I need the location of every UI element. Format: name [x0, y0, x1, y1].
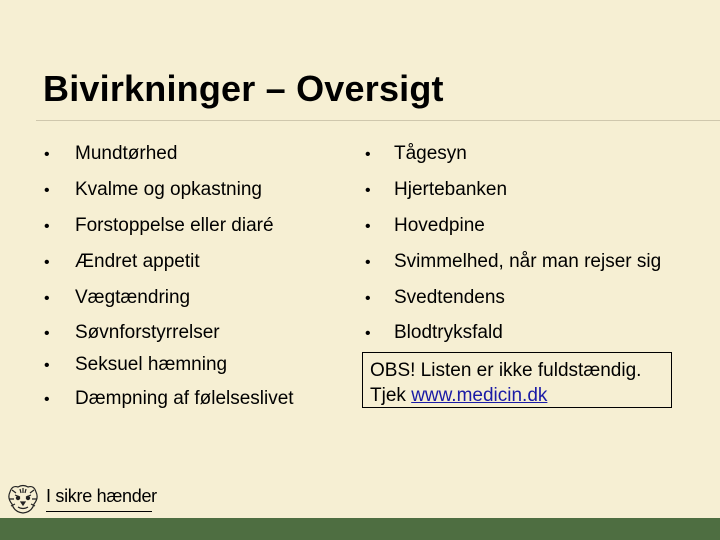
bullet: • [44, 254, 50, 271]
bullet: • [44, 182, 50, 199]
list-item: Vægtændring [75, 287, 191, 308]
bullet: • [44, 146, 50, 163]
slide-title: Bivirkninger – Oversigt [43, 68, 444, 109]
list-item: Svedtendens [394, 287, 505, 308]
list-item: Hjertebanken [394, 179, 508, 200]
list-item: Hovedpine [394, 215, 485, 236]
note-text: OBS! Listen er ikke fuldstændig. [370, 360, 642, 381]
logo-underline [46, 511, 152, 512]
title-divider [36, 120, 720, 121]
note-prefix: Tjek [370, 385, 412, 406]
bullet: • [365, 146, 371, 163]
bullet: • [44, 325, 50, 342]
bullet: • [44, 391, 50, 408]
list-item: Blodtryksfald [394, 322, 503, 343]
note-box [362, 352, 672, 408]
footer-bar [0, 518, 720, 540]
list-item: Ændret appetit [75, 251, 200, 272]
list-item: Dæmpning af følelseslivet [75, 388, 294, 409]
bullet: • [44, 218, 50, 235]
list-item: Kvalme og opkastning [75, 179, 262, 200]
medicin-link[interactable]: www.medicin.dk [411, 385, 548, 406]
bullet: • [44, 357, 50, 374]
logo [6, 480, 156, 516]
bullet: • [365, 290, 371, 307]
list-item: Forstoppelse eller diaré [75, 215, 274, 236]
list-item: Søvnforstyrrelser [75, 322, 220, 343]
bullet: • [365, 218, 371, 235]
logo-text: I sikre hænder [46, 486, 157, 506]
tiger-icon [6, 482, 40, 516]
list-item: Mundtørhed [75, 143, 178, 164]
list-item: Seksuel hæmning [75, 354, 228, 375]
bullet: • [365, 325, 371, 342]
bullet: • [365, 254, 371, 271]
list-item: Tågesyn [394, 143, 467, 164]
note-link-line [370, 383, 671, 408]
list-item: Svimmelhed, når man rejser sig [394, 251, 662, 272]
bullet: • [44, 290, 50, 307]
bullet: • [365, 182, 371, 199]
